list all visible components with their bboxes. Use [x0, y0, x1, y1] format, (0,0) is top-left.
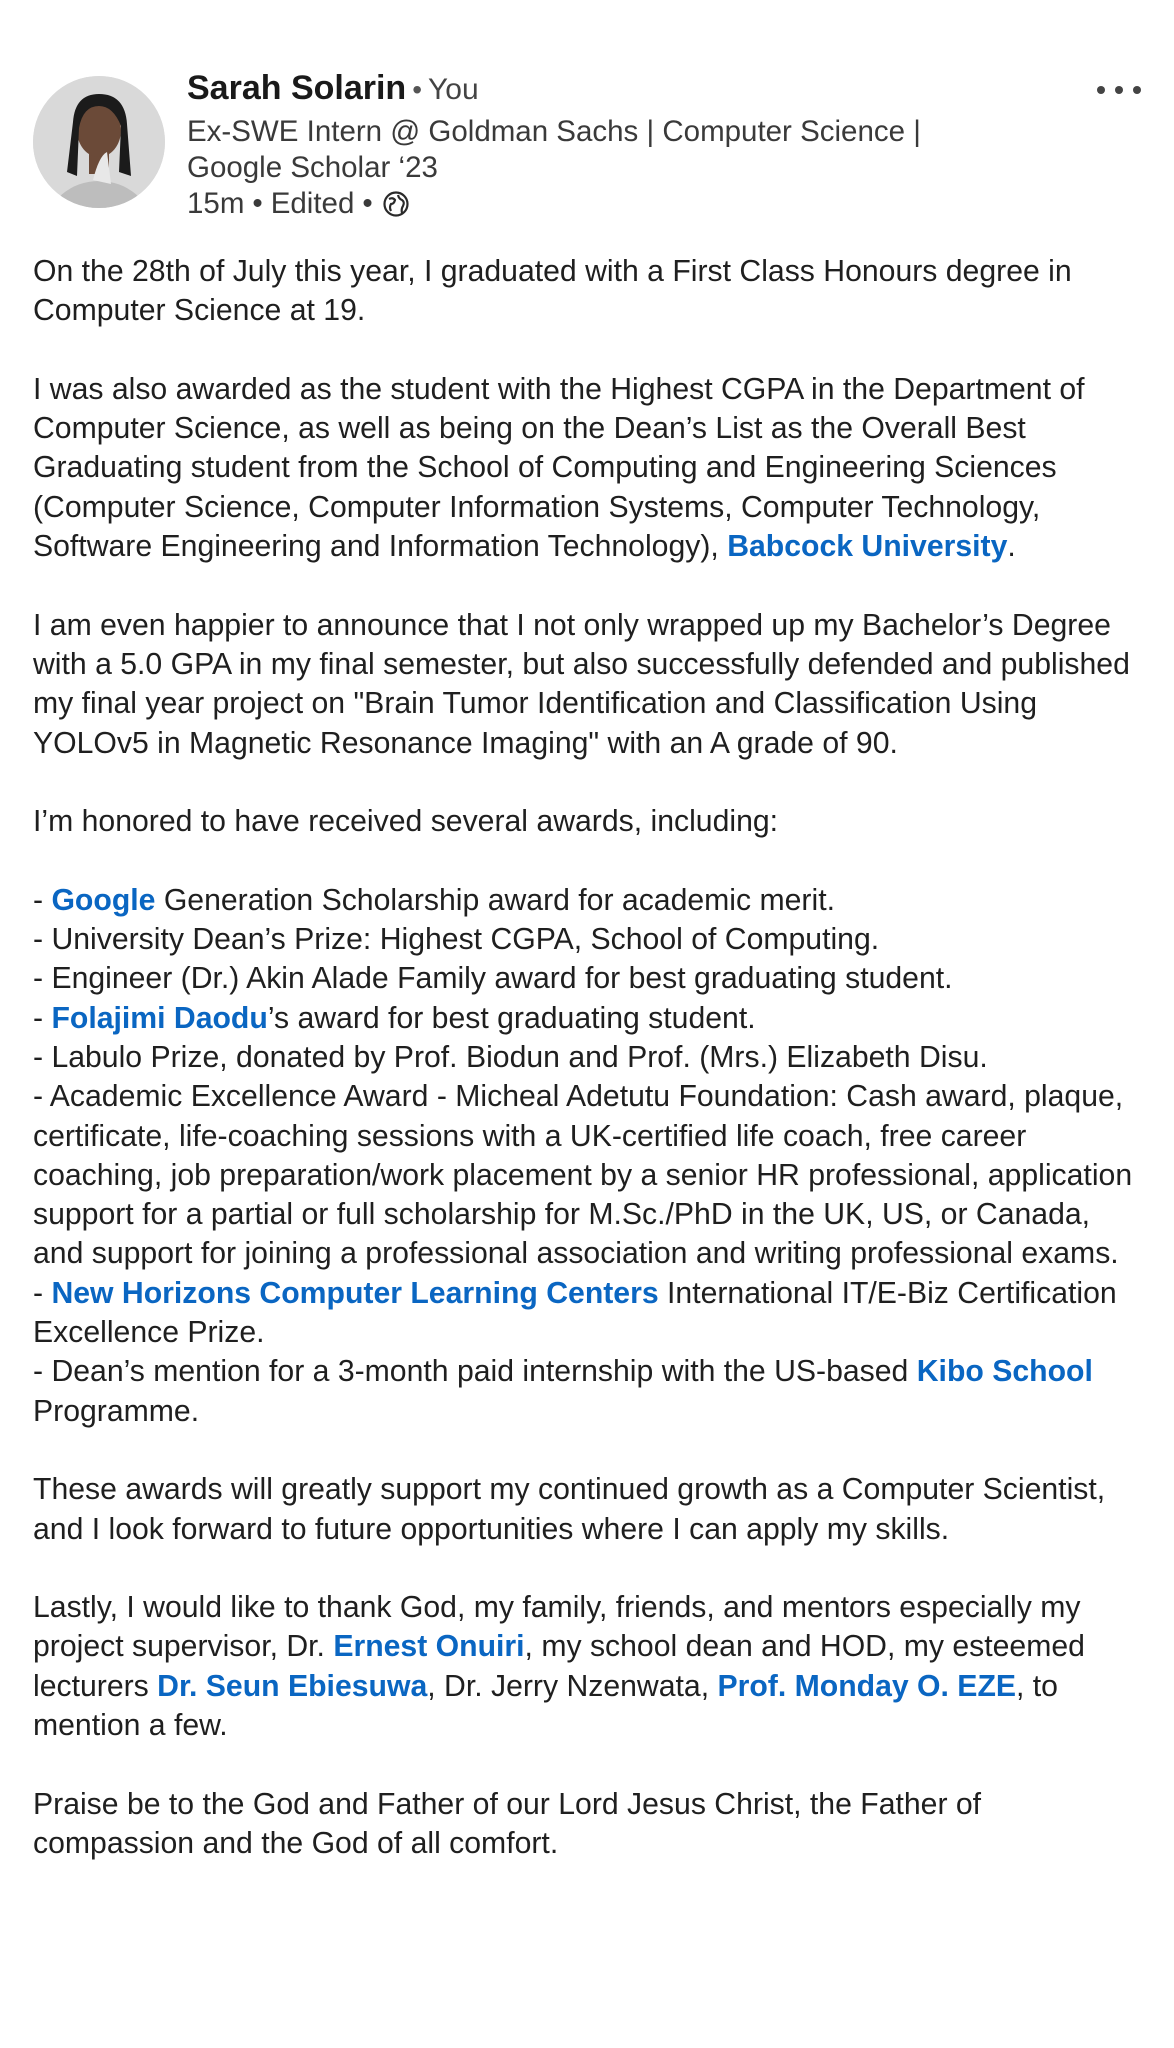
mention-seun-ebiesuwa[interactable]: Dr. Seun Ebiesuwa [157, 1669, 428, 1703]
award-text: Programme. [33, 1394, 200, 1428]
bullet-dash: - [33, 1001, 52, 1035]
award-item: - Labulo Prize, donated by Prof. Biodun and Prof. (Mrs.) Elizabeth Disu. [33, 1040, 988, 1074]
post-paragraph [33, 1588, 1148, 1745]
author-name-line [187, 66, 1017, 112]
more-options-icon[interactable] [1097, 80, 1141, 100]
award-text: - Dean’s mention for a 3-month paid internship with the US-based [33, 1355, 917, 1389]
post-time: 15m [187, 187, 245, 220]
mention-ernest-onuiri[interactable]: Ernest Onuiri [333, 1630, 525, 1664]
author-meta [187, 66, 1017, 222]
mention-kibo-school[interactable]: Kibo School [916, 1355, 1093, 1389]
mention-monday-eze[interactable]: Prof. Monday O. EZE [717, 1669, 1017, 1703]
award-item: - Engineer (Dr.) Akin Alade Family award for best graduating student. [33, 962, 953, 996]
author-name[interactable]: Sarah Solarin [187, 69, 407, 107]
award-text: Generation Scholarship award for academic merit. [155, 883, 835, 917]
award-item [33, 1002, 756, 1035]
paragraph-text: . [1007, 530, 1016, 564]
post-paragraph: On the 28th of July this year, I graduated with a First Class Honours degree in Computer Science at 19. [33, 255, 1072, 328]
avatar-photo [33, 76, 165, 208]
bullet-dash: - [33, 883, 52, 917]
post-paragraph: Praise be to the God and Father of our Lord Jesus Christ, the Father of compassion and the God of all comfort. [33, 1787, 982, 1860]
mention-google[interactable]: Google [51, 883, 156, 917]
award-item: - Academic Excellence Award - Micheal Adetutu Foundation: Cash award, plaque, certificate, life-coaching sessions with a UK-certified life coach, free career coaching, job preparation/work placement by a senior HR professional, application support for a partial or full scholarship for M.Sc./PhD in the UK, US, or Canada, and support for joining a professional association and writing professional exams. [33, 1080, 1133, 1271]
award-item [33, 884, 835, 917]
paragraph-text: , my school dean and HOD, my esteemed lecturers [33, 1630, 1085, 1703]
globe-icon [383, 191, 409, 217]
separator-dot: • [252, 187, 263, 220]
post-paragraph: I’m honored to have received several awards, including: [33, 805, 779, 839]
post-paragraph: These awards will greatly support my continued growth as a Computer Scientist, and I look forward to future opportunities where I can apply my skills. [33, 1473, 1106, 1546]
award-item: - University Dean’s Prize: Highest CGPA, School of Computing. [33, 923, 880, 957]
award-item [33, 1355, 1093, 1427]
post-body [33, 252, 1148, 1863]
bullet-dash: - [33, 1276, 52, 1310]
mention-babcock-university[interactable]: Babcock University [727, 530, 1008, 564]
paragraph-text: I was also awarded as the student with the Highest CGPA in the Department of Computer Science, as well as being on the Dean’s List as the Overall Best Graduating student from the School of Computing and Engineering Sciences (Computer Science, Computer Information Systems, Computer Technology, Software Engineering and Information Technology), [33, 372, 1085, 564]
post-header [33, 66, 1141, 220]
paragraph-text: , Dr. Jerry Nzenwata, [427, 1669, 718, 1703]
author-headline: Ex-SWE Intern @ Goldman Sachs | Computer Science | Google Scholar ‘23 [187, 115, 921, 184]
author-relation: You [428, 73, 479, 106]
more-dot [1133, 86, 1141, 94]
awards-list [33, 881, 1148, 1431]
award-item [33, 1277, 1117, 1349]
award-text: International IT/E-Biz Certification Excellence Prize. [33, 1276, 1117, 1350]
separator-dot: • [412, 74, 423, 105]
paragraph-text: , to mention a few. [33, 1669, 1058, 1742]
mention-folajimi-daodu[interactable]: Folajimi Daodu [51, 1001, 268, 1035]
post-paragraph: I am even happier to announce that I not only wrapped up my Bachelor’s Degree with a 5.0 GPA in my final semester, but also successfully defended and published my final year project on "Brain Tumor Identification and Classification Using YOLOv5 in Magnetic Resonance Imaging" with an A grade of 90. [33, 608, 1130, 760]
mention-new-horizons[interactable]: New Horizons Computer Learning Centers [51, 1276, 659, 1310]
post-paragraph [33, 370, 1148, 566]
avatar[interactable] [33, 76, 165, 208]
edited-label: Edited [270, 187, 355, 220]
paragraph-text: Lastly, I would like to thank God, my family, friends, and mentors especially my project supervisor, Dr. [33, 1591, 1081, 1664]
post-timestamp-line [187, 186, 1017, 222]
separator-dot: • [362, 187, 373, 220]
award-text: ’s award for best graduating student. [267, 1001, 756, 1035]
more-dot [1097, 86, 1105, 94]
more-dot [1115, 86, 1123, 94]
